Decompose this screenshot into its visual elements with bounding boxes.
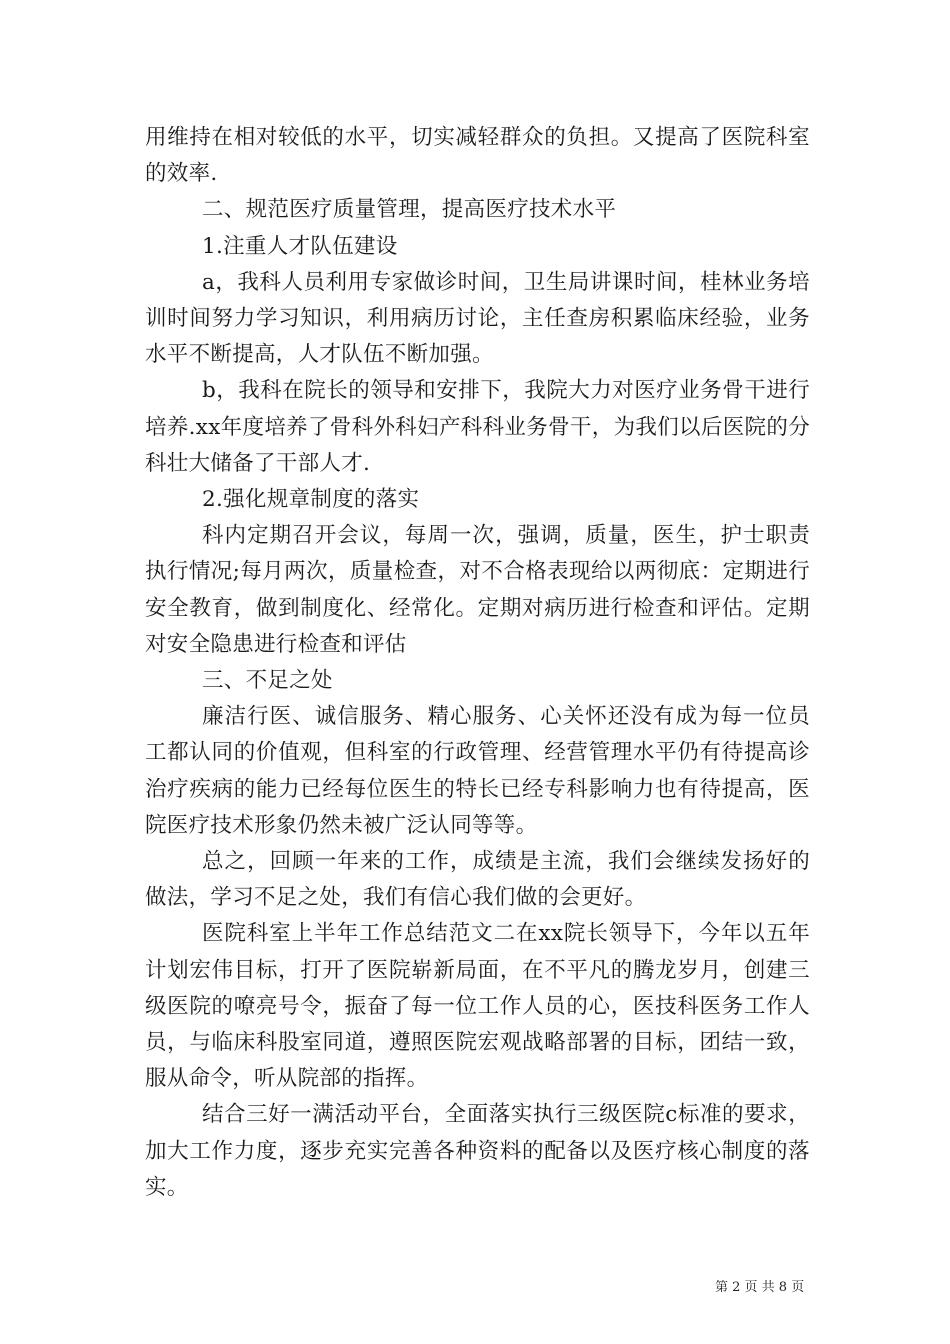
paragraph-1: 用维持在相对较低的水平，切实减轻群众的负担。又提高了医院科室的效率. bbox=[145, 125, 810, 187]
paragraph-rules: 科内定期召开会议，每周一次，强调，质量，医生，护士职责执行情况;每月两次，质量检查，对不合格表现给以两彻底：定期进行安全教育，做到制度化、经常化。定期对病历进行检查和评估。定期对安全隐患进行检查和评估 bbox=[145, 523, 810, 657]
subheading-talent: 1.注重人才队伍建设 bbox=[202, 233, 398, 259]
page-number: 第 2 页 共 8 页 bbox=[715, 1280, 805, 1295]
paragraph-talent-b: b，我科在院长的领导和安排下，我院大力对医疗业务骨干进行培养.xx年度培养了骨科外科妇产科科业务骨干，为我们以后医院的分科壮大储备了干部人才. bbox=[145, 378, 810, 476]
paragraph-shortcomings: 廉洁行医、诚信服务、精心服务、心关怀还没有成为每一位员工都认同的价值观，但科室的行政管理、经营管理水平仍有待提高诊治疗疾病的能力已经每位医生的特长已经专科影响力也有待提高，医院医疗技术形象仍然未被广泛认同等等。 bbox=[145, 704, 810, 838]
section-heading-3: 三、不足之处 bbox=[202, 668, 333, 694]
paragraph-talent-a: a，我科人员利用专家做诊时间，卫生局讲课时间，桂林业务培训时间努力学习知识，利用病历讨论，主任查房积累临床经验，业务水平不断提高，人才队伍不断加强。 bbox=[145, 269, 810, 368]
subheading-rules: 2.强化规章制度的落实 bbox=[202, 487, 420, 513]
paragraph-summary: 总之，回顾一年来的工作，成绩是主流，我们会继续发扬好的做法，学习不足之处，我们有信心我们做的会更好。 bbox=[145, 849, 810, 911]
document-body bbox=[145, 120, 810, 1206]
paragraph-sample-two: 医院科室上半年工作总结范文二在xx院长领导下，今年以五年计划宏伟目标，打开了医院崭新局面，在不平凡的腾龙岁月，创建三级医院的嘹亮号令，振奋了每一位工作人员的心，医技科医务工作人员，与临床科股室同道，遵照医院宏观战略部署的目标，团结一致，服从命令，听从院部的指挥。 bbox=[145, 921, 810, 1092]
paragraph-sample-two-continued: 结合三好一满活动平台，全面落实执行三级医院c标准的要求，加大工作力度，逐步充实完善各种资料的配备以及医疗核心制度的落实。 bbox=[145, 1102, 810, 1200]
section-heading-2: 二、规范医疗质量管理，提高医疗技术水平 bbox=[202, 197, 617, 223]
